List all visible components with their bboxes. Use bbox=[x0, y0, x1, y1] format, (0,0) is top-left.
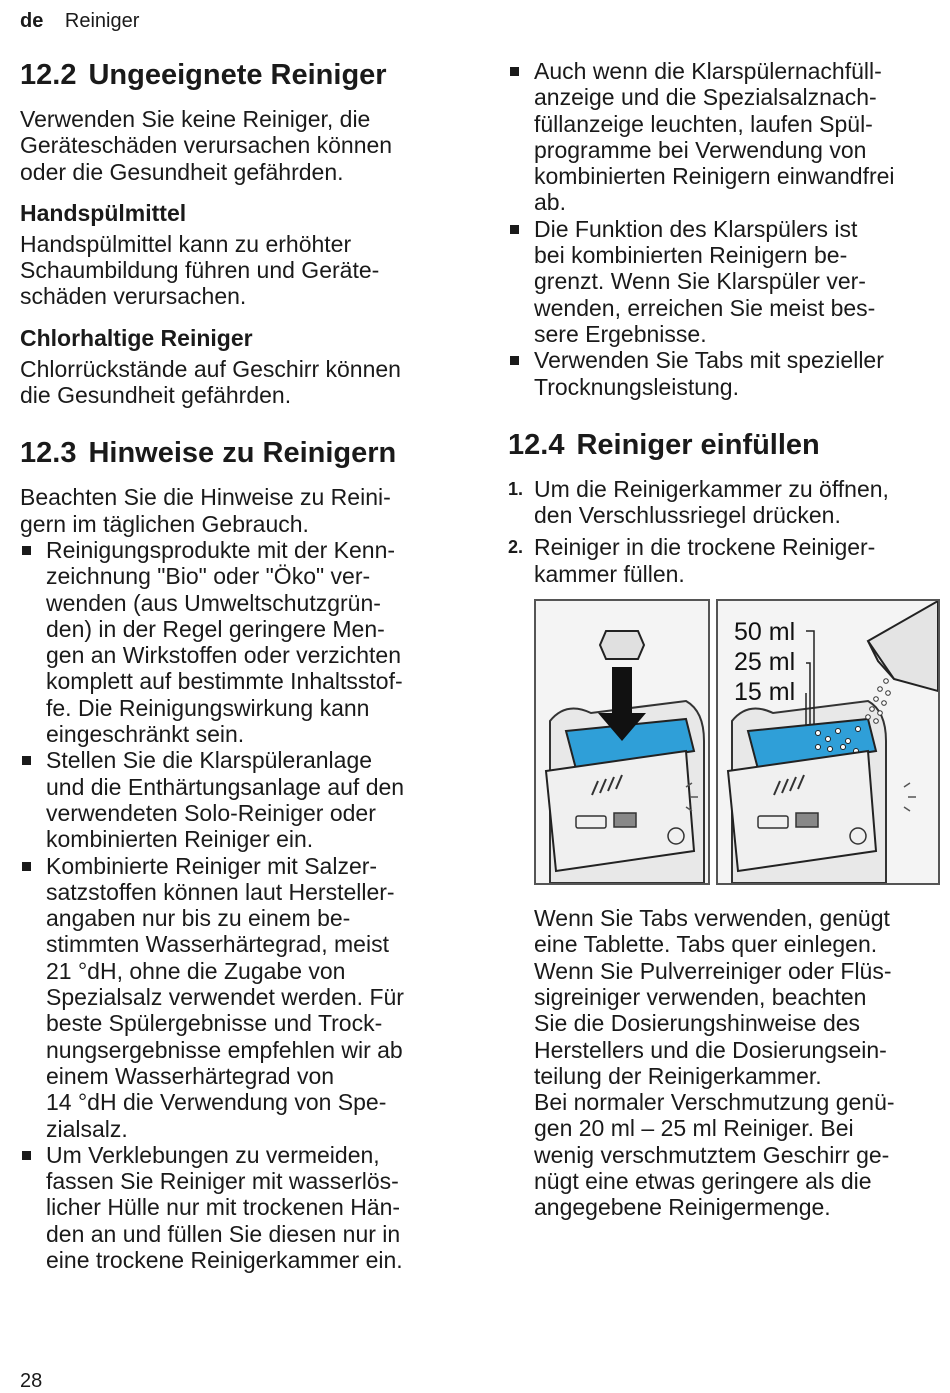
bullet-icon bbox=[510, 67, 519, 76]
bullet-icon bbox=[22, 546, 31, 555]
page-header bbox=[20, 10, 139, 33]
tab-insert-drawing bbox=[536, 601, 708, 883]
volume-label-25: 25 ml bbox=[734, 648, 796, 677]
step-number: 1. bbox=[508, 478, 524, 499]
section-12-2-intro: Verwenden Sie keine Reiniger, die Geräteschäden verursachen können oder die Gesundheit gefährden. bbox=[20, 106, 393, 185]
page-number: 28 bbox=[20, 1370, 43, 1392]
detergent-illustration bbox=[534, 599, 940, 883]
section-12-4-heading bbox=[508, 428, 944, 462]
powder-fill-panel bbox=[716, 599, 940, 885]
section-12-2-heading bbox=[20, 58, 460, 92]
chapter-title: Reiniger bbox=[64, 10, 140, 32]
list-item: Stellen Sie die Klarspüleranlage und die Enthärtungsanlage auf den verwendeten Solo-Reiniger oder kombinierten Reiniger ein. bbox=[20, 747, 460, 852]
language-code: de bbox=[20, 10, 44, 32]
section-number: 12.2 bbox=[20, 59, 77, 91]
tab-insert-panel bbox=[534, 599, 710, 885]
chamber-lid bbox=[546, 751, 694, 871]
dosage-note: Wenn Sie Tabs verwenden, genügt eine Tablette. Tabs quer einlegen. Wenn Sie Pulverreiniger oder Flüs- sigreiniger verwenden, beachten Sie die Dosierungshinweise des Herstellers und die Dosierungsein- teilung der Reinigerkammer. Bei normaler Verschmutzung genü- gen 20 ml – 25 ml Reiniger. Bei wenig verschmutztem Geschirr ge- nügt eine etwas geringere als die angegebene Reinigermenge. bbox=[534, 905, 895, 1221]
section-number: 12.3 bbox=[20, 437, 77, 470]
step-item: 2. Reiniger in die trockene Reiniger- kammer füllen. bbox=[508, 534, 876, 587]
left-column bbox=[20, 58, 460, 1273]
list-item: Verwenden Sie Tabs mit spezieller Trocknungsleistung. bbox=[508, 347, 944, 400]
section-title: Hinweise zu Reinigern bbox=[88, 437, 397, 470]
bullet-icon bbox=[510, 356, 519, 365]
hinweise-list bbox=[20, 537, 460, 1273]
bullet-icon bbox=[22, 1151, 31, 1160]
section-title: Ungeeignete Reiniger bbox=[88, 59, 387, 91]
volume-label-50: 50 ml bbox=[734, 618, 796, 647]
section-12-3-heading bbox=[20, 436, 460, 470]
chamber-lid bbox=[728, 751, 876, 871]
right-column bbox=[508, 58, 944, 1221]
handspuelmittel-heading: Handspülmittel bbox=[20, 199, 187, 226]
step-item: 1. Um die Reinigerkammer zu öffnen, den Verschlussriegel drücken. bbox=[508, 475, 889, 529]
kombi-list bbox=[508, 58, 944, 400]
handspuelmittel-text: Handspülmittel kann zu erhöhter Schaumbildung führen und Geräte- schäden verursachen. bbox=[20, 230, 380, 310]
bullet-icon bbox=[510, 225, 519, 234]
steps-list bbox=[508, 476, 944, 587]
chlorhaltige-text: Chlorrückstände auf Geschirr können die Gesundheit gefährden. bbox=[20, 355, 401, 409]
list-item: Reinigungsprodukte mit der Kenn- zeichnung "Bio" oder "Öko" ver- wenden (aus Umweltschutzgrün- den) in der Regel geringere Men- gen an Wirkstoffen oder verzichten komplett auf bestimmte Inhaltsstof- fe. Die Reinigungswirkung kann eingeschränkt sein. bbox=[20, 537, 460, 747]
powder-box-icon bbox=[868, 601, 938, 691]
bullet-icon bbox=[22, 862, 31, 871]
section-title: Reiniger einfüllen bbox=[576, 428, 820, 461]
volume-label-15: 15 ml bbox=[734, 678, 796, 707]
list-item: Kombinierte Reiniger mit Salzer- satzstoffen können laut Hersteller- angaben nur bis zu einem be- stimmten Wasserhärtegrad, meist 21 °dH, ohne die Zugabe von Spezialsalz verwendet werden. Für beste Spülergebnisse und Trock- nungsergebnisse empfehlen wir ab einem Wasserhärtegrad von 14 °dH die Verwendung von Spe- zialsalz. bbox=[20, 853, 460, 1142]
tablet-icon bbox=[600, 631, 644, 659]
bullet-icon bbox=[22, 756, 31, 765]
section-12-3-intro: Beachten Sie die Hinweise zu Reini- gern im täglichen Gebrauch. bbox=[20, 484, 391, 537]
chlorhaltige-heading: Chlorhaltige Reiniger bbox=[20, 324, 253, 351]
list-item: Die Funktion des Klarspülers ist bei kombinierten Reinigern be- grenzt. Wenn Sie Klarspüler ver- wenden, erreichen Sie meist bes- sere Ergebnisse. bbox=[508, 216, 944, 347]
list-item: Auch wenn die Klarspülernachfüll- anzeige und die Spezialsalznach- füllanzeige leuchten, laufen Spül- programme bei Verwendung von kombinierten Reinigern einwandfrei ab. bbox=[508, 58, 944, 216]
step-number: 2. bbox=[508, 537, 524, 558]
section-number: 12.4 bbox=[508, 428, 565, 461]
list-item: Um Verklebungen zu vermeiden, fassen Sie Reiniger mit wasserlös- licher Hülle nur mit trockenen Hän- den an und füllen Sie diesen nur in eine trockene Reinigerkammer ein. bbox=[20, 1142, 460, 1273]
